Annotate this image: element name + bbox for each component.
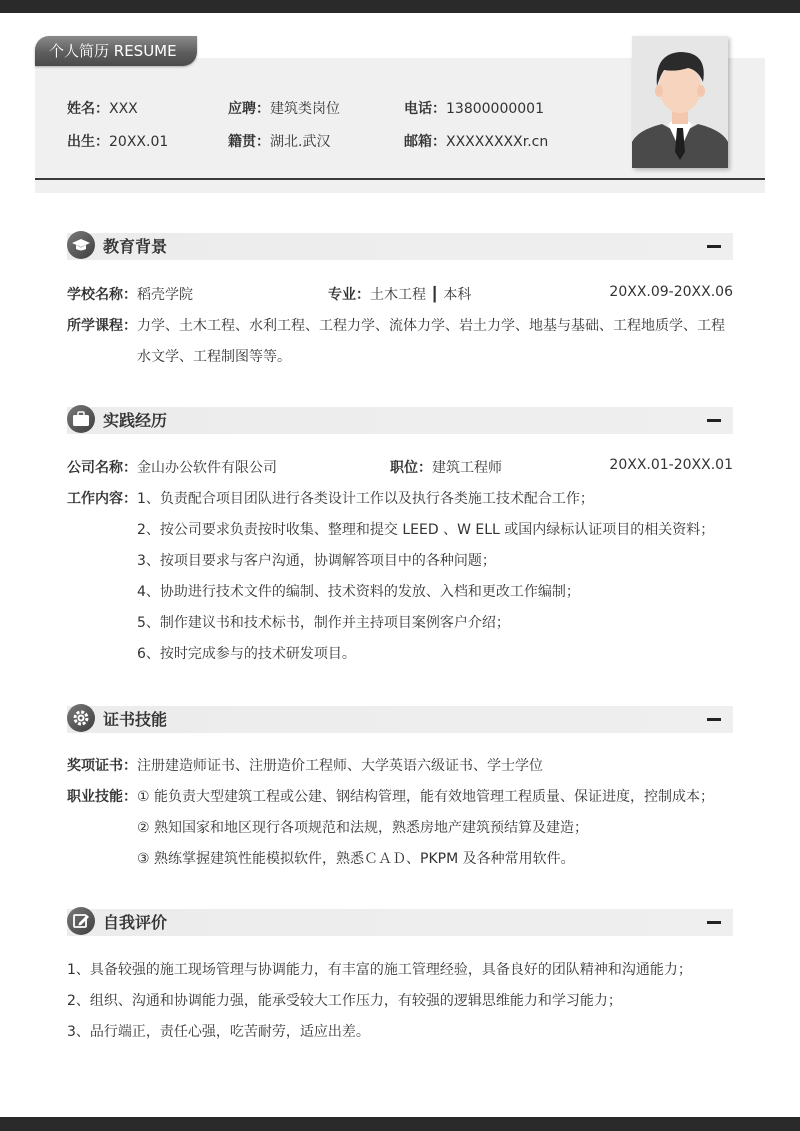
- duties-label: 工作内容：: [67, 491, 137, 507]
- resume-title: 个人简历 RESUME: [35, 36, 197, 66]
- evaluation-section-header: [67, 909, 733, 936]
- courses-line-2: 水文学、工程制图等等。: [137, 349, 291, 365]
- experience-section-header: [67, 407, 733, 434]
- header-divider: [35, 178, 765, 180]
- cert-value: 注册建造师证书、注册造价工程师、大学英语六级证书、学士学位: [137, 758, 543, 774]
- skills-heading: 证书技能: [103, 710, 168, 729]
- skills-certificates: [67, 755, 543, 775]
- collapse-icon: [707, 921, 721, 924]
- collapse-icon: [707, 419, 721, 422]
- avatar-icon: [632, 36, 728, 168]
- gear-icon: [67, 704, 95, 732]
- education-heading: 教育背景: [103, 237, 168, 256]
- experience-job: [390, 457, 502, 477]
- birth-value: 20XX.01: [109, 134, 169, 150]
- school-value: 稻壳学院: [137, 287, 193, 303]
- info-email: [404, 131, 548, 151]
- skill-item: ② 熟知国家和地区现行各项规范和法规，熟悉房地产建筑预结算及建造；: [137, 820, 588, 836]
- cert-label: 奖项证书：: [67, 758, 137, 774]
- major-value: 土木工程 ┃ 本科: [370, 287, 472, 303]
- company-label: 公司名称：: [67, 460, 137, 476]
- evaluation-heading: 自我评价: [103, 913, 168, 932]
- info-birth: [67, 131, 168, 151]
- bottom-border: [0, 1117, 800, 1131]
- duty-item: 4、协助进行技术文件的编制、技术资料的发放、入档和更改工作编制；: [137, 584, 580, 600]
- job-value: 建筑工程师: [432, 460, 502, 476]
- courses-label: 所学课程：: [67, 318, 137, 334]
- skill-item: [67, 786, 714, 806]
- duty-text: 1、负责配合项目团队进行各类设计工作以及执行各类施工技术配合工作；: [137, 491, 594, 507]
- company-value: 金山办公软件有限公司: [137, 460, 277, 476]
- evaluation-item: 1、具备较强的施工现场管理与协调能力，有丰富的施工管理经验，具备良好的团队精神和沟通能力；: [67, 962, 692, 978]
- duty-item: 6、按时完成参与的技术研发项目。: [137, 646, 356, 662]
- major-label: 专业：: [328, 287, 370, 303]
- duty-item: 3、按项目要求与客户沟通，协调解答项目中的各种问题；: [137, 553, 496, 569]
- education-courses: [67, 315, 725, 335]
- name-value: XXX: [109, 101, 138, 117]
- profile-photo: [632, 36, 728, 168]
- email-value: XXXXXXXXr.cn: [446, 134, 549, 150]
- skill-label: 职业技能：: [67, 789, 137, 805]
- info-phone: [404, 98, 544, 118]
- top-border: [0, 0, 800, 13]
- graduation-cap-icon: [67, 231, 95, 259]
- school-label: 学校名称：: [67, 287, 137, 303]
- duty-item: [67, 488, 594, 508]
- edit-icon: [67, 907, 95, 935]
- job-label: 职位：: [390, 460, 432, 476]
- experience-heading: 实践经历: [103, 411, 168, 430]
- courses-line-1: 力学、土木工程、水利工程、工程力学、流体力学、岩土力学、地基与基础、工程地质学、工程: [137, 318, 725, 334]
- skill-item: ③ 熟练掌握建筑性能模拟软件，熟悉ＣＡＤ、PKPM 及各种常用软件。: [137, 851, 575, 867]
- info-name: [67, 98, 138, 118]
- info-origin: [228, 131, 330, 151]
- collapse-icon: [707, 245, 721, 248]
- skill-text: ① 能负责大型建筑工程或公建、钢结构管理，能有效地管理工程质量、保证进度，控制成本；: [137, 789, 714, 805]
- position-label: 应聘：: [228, 101, 270, 117]
- phone-value: 13800000001: [446, 101, 544, 117]
- education-section-header: [67, 233, 733, 260]
- experience-period: 20XX.01-20XX.01: [609, 457, 733, 473]
- collapse-icon: [707, 718, 721, 721]
- duty-item: 2、按公司要求负责按时收集、整理和提交 LEED 、W ELL 或国内绿标认证项目的相关资料；: [137, 522, 715, 538]
- evaluation-item: 3、品行端正，责任心强，吃苦耐劳，适应出差。: [67, 1024, 370, 1040]
- experience-company: [67, 457, 277, 477]
- education-school: [67, 284, 193, 304]
- phone-label: 电话：: [404, 101, 446, 117]
- info-position: [228, 98, 340, 118]
- name-label: 姓名：: [67, 101, 109, 117]
- origin-label: 籍贯：: [228, 134, 270, 150]
- origin-value: 湖北.武汉: [270, 134, 331, 150]
- education-major: [328, 284, 471, 304]
- briefcase-icon: [67, 405, 95, 433]
- education-period: 20XX.09-20XX.06: [609, 284, 733, 300]
- position-value: 建筑类岗位: [270, 101, 340, 117]
- evaluation-item: 2、组织、沟通和协调能力强，能承受较大工作压力，有较强的逻辑思维能力和学习能力；: [67, 993, 622, 1009]
- email-label: 邮箱：: [404, 134, 446, 150]
- skills-section-header: [67, 706, 733, 733]
- birth-label: 出生：: [67, 134, 109, 150]
- duty-item: 5、制作建议书和技术标书，制作并主持项目案例客户介绍；: [137, 615, 510, 631]
